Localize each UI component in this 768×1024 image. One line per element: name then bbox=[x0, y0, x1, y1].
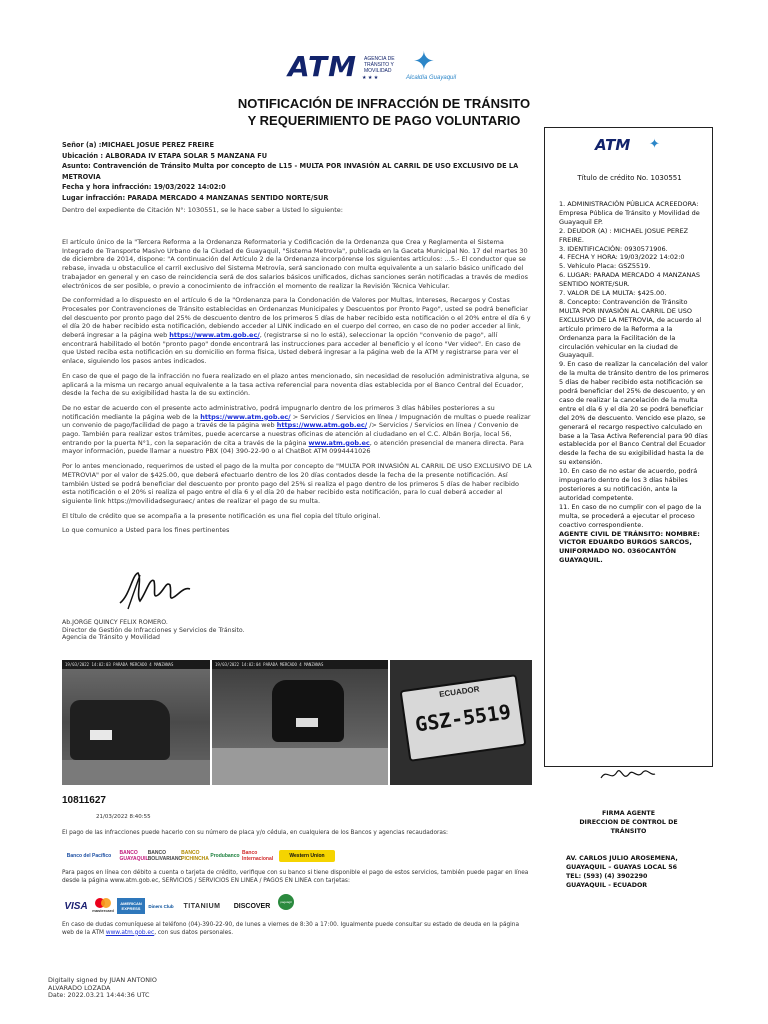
pagoagil-logo: pagoágil bbox=[278, 894, 294, 910]
credit-title-box bbox=[544, 127, 713, 767]
paragraph-6: El título de crédito que se acompaña a la presente notificación es una fiel copia del título original. bbox=[62, 511, 381, 520]
paragraph-2: De conformidad a lo dispuesto en el artículo 6 de la "Ordenanza para la Condonación de Valores por Multas, Intereses, Recargos y Costas Procesales por Contravenciones de Tránsito establecidas en Ordenanzas Municipales y Descuentos por Pronto Pago", usted se podrá beneficiar del descuento por pronto pago del 25% de descuento dentro de los primeros 5 días de haber recibido esta notificación o el 20% entre el día 6 y el día 20 de haber recibido esta notificación, debiendo acceder al LINK indicado en el cuerpo del correo, en caso de no poder acceder al link, deberá ingresar a la página web https://www.atm.gob.ec/, (registrarse si no lo está), seleccionar la opción "convenio de pago", allí encontrará habilitado el botón "pronto pago" donde encontrará las instrucciones para acceder al beneficio y el ícono "Ver video". En caso de que Usted reciba esta notificación en su domicilio en forma física, Usted deberá ingresar a la página web de la ATM y registrarse para ver el enlace, siguiendo los pasos antes indicados. bbox=[62, 296, 531, 366]
evidence-photo-1 bbox=[62, 660, 210, 785]
road-shape bbox=[212, 748, 388, 785]
page-title-line-1: NOTIFICACIÓN DE INFRACCIÓN DE TRÁNSITO bbox=[237, 96, 531, 111]
credit-item: 2. DEUDOR (A) : MICHAEL JOSUE PEREZ FREIRE. bbox=[559, 226, 689, 244]
car-shape bbox=[70, 700, 170, 760]
titanium-logo: TITANIUM bbox=[183, 902, 221, 910]
plate-country: ECUADOR bbox=[438, 684, 480, 700]
side-atm-logo: ATM ✦ bbox=[595, 136, 660, 154]
atm-logo-subtitle: AGENCIA DE TRÁNSITO Y MOVILIDAD bbox=[364, 56, 395, 74]
credit-item: 7. VALOR DE LA MULTA: $425.00. bbox=[559, 289, 667, 298]
credit-item: 6. LUGAR: PARADA MERCADO 4 MANZANAS SENTIDO NORTE/SUR. bbox=[559, 271, 700, 289]
visa-logo: VISA bbox=[64, 900, 88, 912]
paragraph-5: Por lo antes mencionado, requerimos de usted el pago de la multa por concepto de "MULTA POR INVASIÓN AL CARRIL DE USO EXCLUSIVO DE LA METROVIA" por el valor de $425.00, que deberá efectuarlo dentro de los 20 días contados desde la fecha de la presente notificación. Así también Usted se podrá beneficiar del descuento por pronto pago del 25% si realiza el pago dentro de los primeros 5 días de haber recibido esta notificación o el 20% si realiza el pago entre el día 6 y el día 20 de haber recibido esta notificación, para lo cual deberá acceder al siguiente link https://movilidadseguraec/ antes de realizar el pago de su multa. bbox=[62, 462, 532, 505]
photo-2-caption: 19/03/2022 14:02:04 PARADA MERCADO 4 MANZANAS bbox=[212, 660, 388, 669]
photo-1-caption: 19/03/2022 14:02:03 PARADA MERCADO 4 MANZANAS bbox=[62, 660, 210, 669]
credit-item: 9. En caso de realizar la cancelación del valor de la multa de tránsito dentro de los primeros 5 días de haber recibido esta notificación se podrá beneficiar del 25% de descuento, y en caso de realizar la cancelación de la multa entre el día 6 y el día 20 se podrá beneficiar del 20% de descuento. Vencido ese plazo, se generará el recargo respectivo calculado en base a la Tasa Activa Referencial para 90 días establecida por el Banco Central del Ecuador desde la fecha de su exigibilidad hasta la de su extensión. bbox=[559, 360, 709, 467]
plate-shape bbox=[296, 718, 318, 727]
bank-pichincha-logo: BANCO PICHINCHA bbox=[181, 850, 209, 862]
atm-link-impugnacion[interactable]: https://www.atm.gob.ec/ bbox=[200, 412, 291, 421]
signer-role: Director de Gestión de Infracciones y Servicios de Tránsito. bbox=[62, 626, 245, 634]
star-icon: ✦ bbox=[649, 136, 660, 151]
road-shape bbox=[62, 760, 210, 785]
credit-items bbox=[559, 200, 709, 565]
bank-internacional-logo: Banco Internacional bbox=[242, 850, 274, 862]
print-timestamp: 21/03/2022 8:40:55 bbox=[96, 814, 151, 820]
recipient-line: Señor (a) :MICHAEL JOSUE PEREZ FREIRE bbox=[62, 141, 214, 149]
atm-link-cita[interactable]: www.atm.gob.ec bbox=[308, 438, 370, 447]
contact-link[interactable]: www.atm.gob.ec bbox=[105, 929, 155, 936]
paragraph-1: El artículo único de la "Tercera Reforma a la Ordenanza Reformatoria y Codificación de la Ordenanza que Crea y Reglamenta el Sistema Integrado de Transporte Masivo Urbano de la Ciudad de Guayaquil, "Sistema Metrovía", publicada en la Gaceta Municipal No. 17 del martes 30 de diciembre de 2014, dispone: "A continuación del Artículo 2 de la Ordenanza incorpórense los siguientes artículos: …5.- El conductor que se rebase, invada u obstaculice el carril exclusivo del Sistema Metrovía, será sancionado con multa equivalente a un salario básico unificado del trabajador en general y en caso de reincidencia será de dos salarios básicos unificados, dichas sanciones serán notificadas a través de medios electrónicos de ser posible, o previo a conocimiento de infracción el momento de realizar la Revisión Técnica Vehicular. bbox=[62, 238, 528, 290]
notice-body bbox=[62, 238, 532, 535]
director-signature bbox=[110, 565, 200, 613]
contact-info: En caso de dudas comuníquese al teléfono (04)-390-22-90, de lunes a viernes de 8:30 a 17:00. Igualmente puede consultar su estado de deuda en la página web de la ATM www.atm.gob.ec, con sus datos personales. bbox=[62, 922, 520, 936]
star-icon: ✦ bbox=[413, 46, 435, 76]
subject-line: Asunto: Contravención de Tránsito Multa por concepto de L15 - MULTA POR INVASIÓN AL CARRIL DE USO EXCLUSIVO DE LA METROVIA bbox=[62, 162, 519, 181]
ticket-number: 10811627 bbox=[62, 795, 106, 806]
diners-logo: Diners Club bbox=[148, 903, 174, 909]
bank-pacifico-logo: Banco del Pacífico bbox=[66, 853, 112, 859]
notice-details bbox=[62, 140, 532, 215]
atm-link[interactable]: https://www.atm.gob.ec/ bbox=[169, 331, 260, 340]
paragraph-4: De no estar de acuerdo con el presente acto administrativo, podrá impugnarlo dentro de los primeros 3 días hábiles posteriores a su notificación mediante la página web de la https://www.atm.gob.ec/ > Servicios / Servicios en línea / Impugnación de multas o puede realizar un convenio de pago/facilidad de pago a través de la página web https://www.atm.gob.ec/ /> Servicios / Servicios en línea / Convenio de pago. También para realizar estos trámites, puede acercarse a nuestras oficinas de atención al ciudadano en el C.C. Albán Borja, local 56, entrando por la puerta N°1, con la separación de cita a través de la página www.atm.gob.ec, o atención presencial de manera directa. Para mayor información, puede llamar a nuestro PBX (04) 390-22-90 o al ChatBot ATM 0994441026 bbox=[62, 403, 531, 456]
credit-item: AGENTE CIVIL DE TRÁNSITO: NOMBRE: VICTOR EDUARDO BURGOS SARCOS, UNIFORMADO NO. 0360CANTÓN GUAYAQUIL. bbox=[559, 529, 700, 565]
plate-number: GSZ-5519 bbox=[413, 699, 513, 737]
mastercard-logo: mastercard bbox=[92, 898, 114, 914]
evidence-photo-2 bbox=[212, 660, 388, 785]
stars-icon: ★ ★ ★ bbox=[362, 75, 379, 81]
agent-firma: FIRMA AGENTE DIRECCION DE CONTROL DE TRÁNSITO bbox=[579, 810, 678, 835]
plate-shape bbox=[90, 730, 112, 740]
paragraph-7: Lo que comunico a Usted para los fines pertinentes bbox=[62, 526, 230, 535]
credit-item: 4. FECHA Y HORA: 19/03/2022 14:02:0 bbox=[559, 253, 685, 262]
cards-intro: Para pagos en línea con débito a cuenta o tarjeta de crédito, verifique con su banco si tiene disponible el pago de estos servicios, también puede pagar en línea desde la página www.atm.gob.ec, SERVICIOS / SERVICIOS EN LINEA / PAGOS EN LINEA con tarjetas: bbox=[62, 870, 529, 884]
credit-item: 3. IDENTIFICACIÓN: 0930571906. bbox=[559, 244, 668, 253]
license-plate bbox=[400, 674, 527, 762]
city-logo-text: Alcaldía Guayaquil bbox=[406, 75, 457, 81]
location-line: Ubicación : ALBORADA IV ETAPA SOLAR 5 MANZANA FU bbox=[62, 151, 268, 160]
atm-link-convenio[interactable]: https://www.atm.gob.ec/ bbox=[276, 421, 368, 430]
western-union-logo: Western Union bbox=[279, 850, 335, 862]
agent-signature bbox=[597, 764, 657, 786]
bank-bolivariano-logo: BANCO BOLIVARIANO bbox=[147, 850, 183, 862]
signer-name: Ab.JORGE QUINCY FELIX ROMERO. bbox=[62, 619, 168, 626]
agency-address: AV. CARLOS JULIO AROSEMENA, GUAYAQUIL – GUAYAS LOCAL 56 TEL: (593) (4) 3902290 GUAYAQUIL - ECUADOR bbox=[566, 855, 678, 889]
date-line: Fecha y hora infracción: 19/03/2022 14:02:0 bbox=[62, 183, 226, 191]
credit-item: 8. Concepto: Contravención de Tránsito MULTA POR INVASIÓN AL CARRIL DE USO EXCLUSIVO DE LA METROVIA, de acuerdo al artículo primero de la Reforma a la Ordenanza para la Facilitación de la circulación vehicular en la ciudad de Guayaquil. bbox=[559, 297, 702, 360]
page-title-line-2: Y REQUERIMIENTO DE PAGO VOLUNTARIO bbox=[247, 113, 521, 128]
paragraph-3: En caso de que el pago de la infracción no fuera realizado en el plazo antes mencionado, sin necesidad de resolución administrativa alguna, se aplicará a la misma un recargo anual equivalente a la tasa activa referencial para noventa días establecida por el Banco Central del Ecuador, desde la fecha de su exigibilidad hasta la de su extinción. bbox=[62, 371, 530, 398]
credit-title: Título de crédito No. 1030551 bbox=[577, 174, 682, 182]
digital-signature: Digitally signed by JUAN ANTONIO ALVARADO LOZADA Date: 2022.03.21 14:44:36 UTC bbox=[48, 976, 157, 1000]
car-shape bbox=[272, 680, 344, 742]
signer-block bbox=[62, 619, 245, 642]
credit-item: 1. ADMINISTRACIÓN PÚBLICA ACREEDORA: Empresa Pública de Tránsito y Movilidad de Guayaquil EP. bbox=[559, 200, 700, 226]
amex-logo: AMERICAN EXPRESS bbox=[117, 898, 145, 914]
place-line: Lugar infracción: PARADA MERCADO 4 MANZANAS SENTIDO NORTE/SUR bbox=[62, 193, 329, 202]
atm-logo bbox=[288, 46, 488, 88]
plate-closeup-photo bbox=[390, 660, 532, 785]
bank-produbanco-logo: Produbanco bbox=[210, 853, 240, 859]
atm-logo-text: ATM bbox=[288, 50, 357, 83]
credit-item: 11. En caso de no cumplir con el pago de la multa, se procederá a ejecutar el proceso coactivo correspondiente. bbox=[559, 502, 702, 529]
expediente-line: Dentro del expediente de Citación N°: 1030551, se le hace saber a Usted lo siguiente: bbox=[62, 206, 344, 214]
banks-intro: El pago de las infracciones puede hacerlo con su número de placa y/o cédula, en cualquiera de los Bancos y agencias recaudadoras: bbox=[62, 830, 448, 836]
bank-guayaquil-logo: BANCO GUAYAQUIL bbox=[119, 850, 149, 862]
discover-logo: DISCOVER bbox=[233, 902, 271, 910]
signer-agency: Agencia de Tránsito y Movilidad bbox=[62, 634, 160, 642]
credit-item: 10. En caso de no estar de acuerdo, podrá impugnarlo dentro de los 3 días hábiles posteriores a su notificación, ante la autoridad competente. bbox=[559, 467, 698, 502]
credit-item: 5. Vehículo Placa: GSZ5519. bbox=[559, 262, 651, 271]
